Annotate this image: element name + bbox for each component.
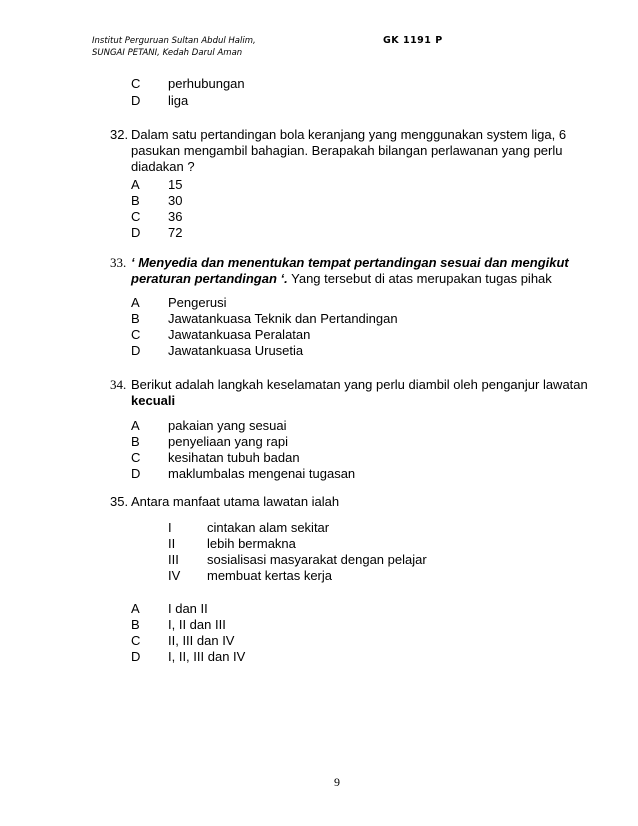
- option-text: 72: [168, 225, 183, 240]
- option-text: I dan II: [168, 601, 208, 616]
- question-emphasis: peraturan pertandingan ‘.: [131, 271, 288, 286]
- question-text-line-2: pasukan mengambil bahagian. Berapakah bilangan perlawanan yang perlu: [131, 143, 563, 158]
- institute-line-1: Institut Perguruan Sultan Abdul Halim,: [92, 36, 256, 46]
- statement-text: cintakan alam sekitar: [207, 520, 330, 535]
- statement-text: membuat kertas kerja: [207, 568, 332, 583]
- question-number: 32.: [110, 127, 129, 142]
- option-text: I, II dan III: [168, 617, 226, 632]
- question-text-line-1: ‘ Menyedia dan menentukan tempat pertandingan sesuai dan mengikut: [131, 255, 569, 270]
- option-letter: C: [131, 327, 141, 342]
- option-text: liga: [168, 93, 189, 108]
- option-text: pakaian yang sesuai: [168, 418, 287, 433]
- statement-roman: I: [168, 520, 172, 535]
- option-text: Jawatankuasa Peralatan: [168, 327, 311, 342]
- option-letter: D: [131, 466, 141, 481]
- option-text: Jawatankuasa Teknik dan Pertandingan: [168, 311, 398, 326]
- option-letter: C: [131, 633, 141, 648]
- option-letter: A: [131, 601, 140, 616]
- option-text: perhubungan: [168, 76, 245, 91]
- option-letter: C: [131, 450, 141, 465]
- option-text: 15: [168, 177, 183, 192]
- option-text: I, II, III dan IV: [168, 649, 246, 664]
- question-text-line-2: kecuali: [131, 393, 176, 408]
- option-text: 36: [168, 209, 183, 224]
- option-text: 30: [168, 193, 183, 208]
- option-text: II, III dan IV: [168, 633, 235, 648]
- option-letter: B: [131, 434, 140, 449]
- option-letter: A: [131, 177, 140, 192]
- option-text: Jawatankuasa Urusetia: [168, 343, 304, 358]
- question-text-line-1: Dalam satu pertandingan bola keranjang yang menggunakan system liga, 6: [131, 127, 567, 142]
- statement-roman: IV: [168, 568, 181, 583]
- option-letter: D: [131, 649, 141, 664]
- option-letter: A: [131, 418, 140, 433]
- option-text: Pengerusi: [168, 295, 227, 310]
- question-text-line-3: diadakan ?: [131, 159, 195, 174]
- option-letter: C: [131, 209, 141, 224]
- page-number: 9: [334, 775, 340, 789]
- option-letter: A: [131, 295, 140, 310]
- question-text-line-1: Berikut adalah langkah keselamatan yang perlu diambil oleh penganjur lawatan: [131, 377, 588, 392]
- option-letter: B: [131, 617, 140, 632]
- option-text: penyeliaan yang rapi: [168, 434, 288, 449]
- question-text-rest: Yang tersebut di atas merupakan tugas pihak: [287, 271, 552, 286]
- option-letter: D: [131, 225, 141, 240]
- course-code: GK 1191 P: [383, 35, 443, 46]
- option-letter: C: [131, 76, 141, 91]
- option-text: kesihatan tubuh badan: [168, 450, 300, 465]
- question-text-line-1: Antara manfaat utama lawatan ialah: [131, 494, 340, 509]
- option-letter: D: [131, 343, 141, 358]
- statement-roman: II: [168, 536, 176, 551]
- statement-text: sosialisasi masyarakat dengan pelajar: [207, 552, 427, 567]
- option-letter: D: [131, 93, 141, 108]
- option-letter: B: [131, 193, 140, 208]
- option-letter: B: [131, 311, 140, 326]
- statement-roman: III: [168, 552, 179, 567]
- question-text-line-2: [131, 271, 552, 287]
- question-number: 34.: [110, 377, 127, 392]
- institute-line-2: SUNGAI PETANI, Kedah Darul Aman: [92, 48, 243, 58]
- option-text: maklumbalas mengenai tugasan: [168, 466, 356, 481]
- question-number: 35.: [110, 494, 129, 509]
- statement-text: lebih bermakna: [207, 536, 296, 551]
- question-number: 33.: [110, 255, 127, 270]
